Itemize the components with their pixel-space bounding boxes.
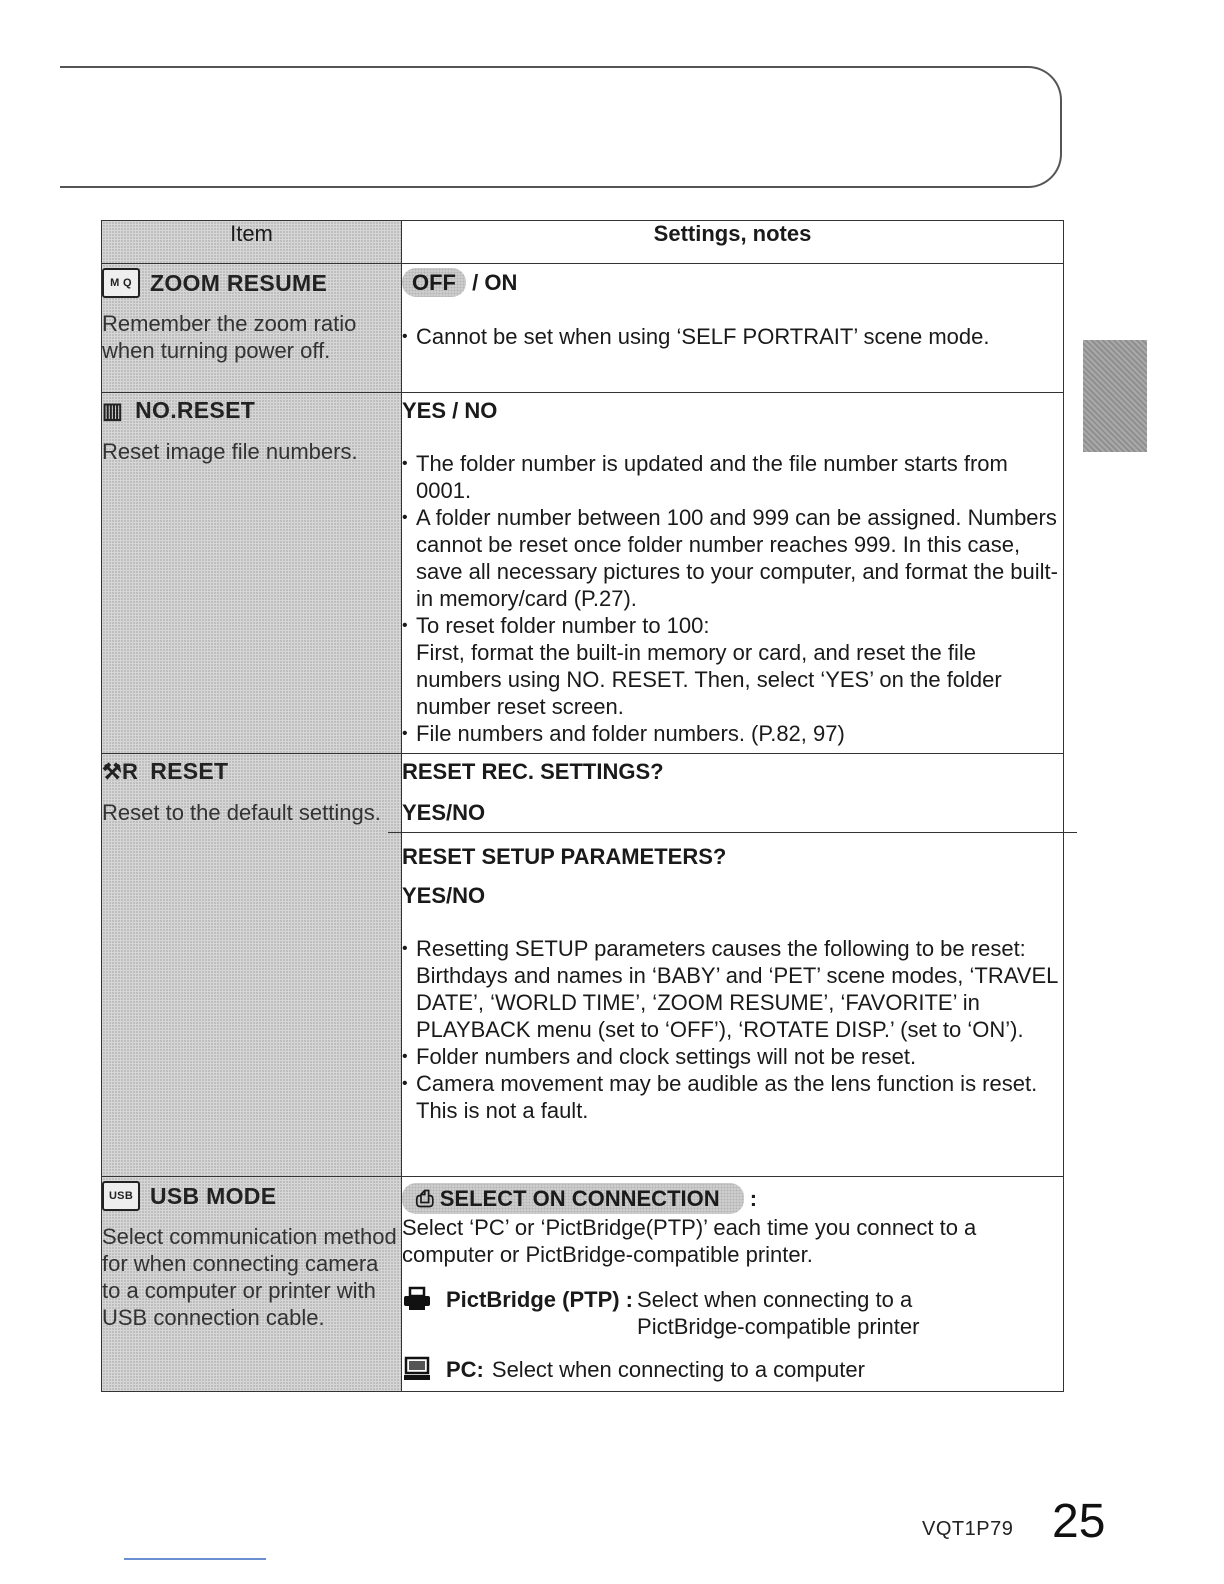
- notes-list: [402, 323, 1063, 350]
- table-row: [102, 1177, 1064, 1392]
- options-zoom-resume: [402, 268, 1063, 297]
- item-desc-zoom-resume: Remember the zoom ratio when turning power off.: [102, 311, 357, 363]
- pictbridge-desc: [633, 1286, 919, 1340]
- note-item: • Cannot be set when using ‘SELF PORTRAIT’ scene mode.: [402, 323, 1063, 350]
- table-row: [102, 393, 1064, 754]
- file-number-icon: ▥: [102, 397, 124, 423]
- printer-icon: [402, 1286, 432, 1312]
- usb-icon: USB: [102, 1181, 140, 1211]
- section-tab-marker: [1083, 340, 1147, 452]
- note-line: • To reset folder number to 100:: [416, 613, 710, 638]
- notes-cell-reset: [402, 754, 1064, 1177]
- note-item: [402, 935, 1063, 1043]
- notes-cell-usb-mode: [402, 1177, 1064, 1392]
- item-cell-zoom-resume: [102, 264, 402, 393]
- reset-wrench-icon: ⚒R: [102, 758, 139, 784]
- connection-icon: ⎙: [416, 1186, 440, 1211]
- pictbridge-label: PictBridge (PTP) :: [446, 1287, 634, 1312]
- option-off-default: OFF: [402, 268, 466, 297]
- item-desc-no-reset: Reset image file numbers.: [102, 439, 358, 464]
- pictbridge-desc-line: PictBridge-compatible printer: [637, 1314, 920, 1339]
- note-item: [402, 612, 1063, 720]
- pc-desc: Select when connecting to a computer: [491, 1357, 865, 1382]
- item-title-no-reset: ▥ NO.RESET: [102, 397, 256, 423]
- pictbridge-row: [402, 1286, 1063, 1340]
- reset-setup-question: RESET SETUP PARAMETERS?: [402, 844, 727, 869]
- item-cell-no-reset: [102, 393, 402, 754]
- note-line: • Resetting SETUP parameters causes the following to be reset:: [416, 936, 1026, 961]
- reset-rec-options: YES/NO: [402, 800, 486, 825]
- note-item: • Folder numbers and clock settings will not be reset.: [402, 1043, 1063, 1070]
- item-title-zoom-resume: M Q ZOOM RESUME: [102, 268, 401, 298]
- settings-table: [101, 220, 1064, 1392]
- note-item: • The folder number is updated and the file number starts from 0001.: [402, 450, 1063, 504]
- notes-list: [402, 450, 1063, 747]
- item-title-usb-mode: USB USB MODE: [102, 1181, 401, 1211]
- note-item: • A folder number between 100 and 999 can be assigned. Numbers cannot be reset once folder number reaches 999. In this case, save all necessary pictures to your computer, and format the built-in memory/card (P.27).: [402, 504, 1063, 612]
- zoom-resume-icon: M Q: [102, 268, 140, 298]
- pc-row: [402, 1356, 1063, 1383]
- item-cell-usb-mode: [102, 1177, 402, 1392]
- note-item: • Camera movement may be audible as the lens function is reset. This is not a fault.: [402, 1070, 1063, 1124]
- table-row: [102, 264, 1064, 393]
- footer-rule: [124, 1558, 266, 1560]
- pictbridge-desc-line: Select when connecting to a: [637, 1287, 913, 1312]
- select-on-connection-row: ⎙ SELECT ON CONNECTION :: [402, 1183, 1063, 1214]
- header-frame: [60, 66, 1062, 188]
- select-on-connection-badge: ⎙ SELECT ON CONNECTION: [402, 1183, 744, 1214]
- item-desc-reset: Reset to the default settings.: [102, 800, 381, 825]
- table-header-row: [102, 221, 1064, 264]
- header-notes: Settings, notes: [402, 221, 1064, 264]
- reset-divider: [388, 832, 1077, 833]
- page-number: 25: [1052, 1495, 1106, 1548]
- table-row: [102, 754, 1064, 1177]
- notes-list: [402, 935, 1063, 1124]
- note-item: • File numbers and folder numbers. (P.82, 97): [402, 720, 1063, 747]
- reset-rec-question: RESET REC. SETTINGS?: [402, 759, 664, 784]
- select-on-connection-desc: Select ‘PC’ or ‘PictBridge(PTP)’ each time you connect to a computer or PictBridge-compatible printer.: [402, 1215, 977, 1267]
- notes-cell-zoom-resume: [402, 264, 1064, 393]
- note-line: First, format the built-in memory or card, and reset the file numbers using NO. RESET. Then, select ‘YES’ on the folder number reset screen.: [416, 640, 1002, 719]
- computer-icon: [402, 1356, 432, 1382]
- notes-cell-no-reset: [402, 393, 1064, 754]
- item-cell-reset: [102, 754, 402, 1177]
- pc-label: PC:: [446, 1357, 484, 1382]
- header-item: Item: [102, 221, 402, 264]
- item-desc-usb-mode: Select communication method for when connecting camera to a computer or printer with USB connection cable.: [102, 1224, 397, 1330]
- note-line: Birthdays and names in ‘BABY’ and ‘PET’ scene modes, ‘TRAVEL DATE’, ‘WORLD TIME’, ‘ZOOM RESUME’, ‘FAVORITE’ in PLAYBACK menu (set to ‘OFF’), ‘ROTATE DISP.’ (set to ‘ON’).: [416, 963, 1058, 1042]
- option-on: / ON: [472, 270, 518, 295]
- reset-setup-options: YES/NO: [402, 883, 486, 908]
- item-title-reset: ⚒R RESET: [102, 758, 229, 784]
- options-no-reset: YES / NO: [402, 398, 498, 423]
- model-code: VQT1P79: [922, 1518, 1014, 1540]
